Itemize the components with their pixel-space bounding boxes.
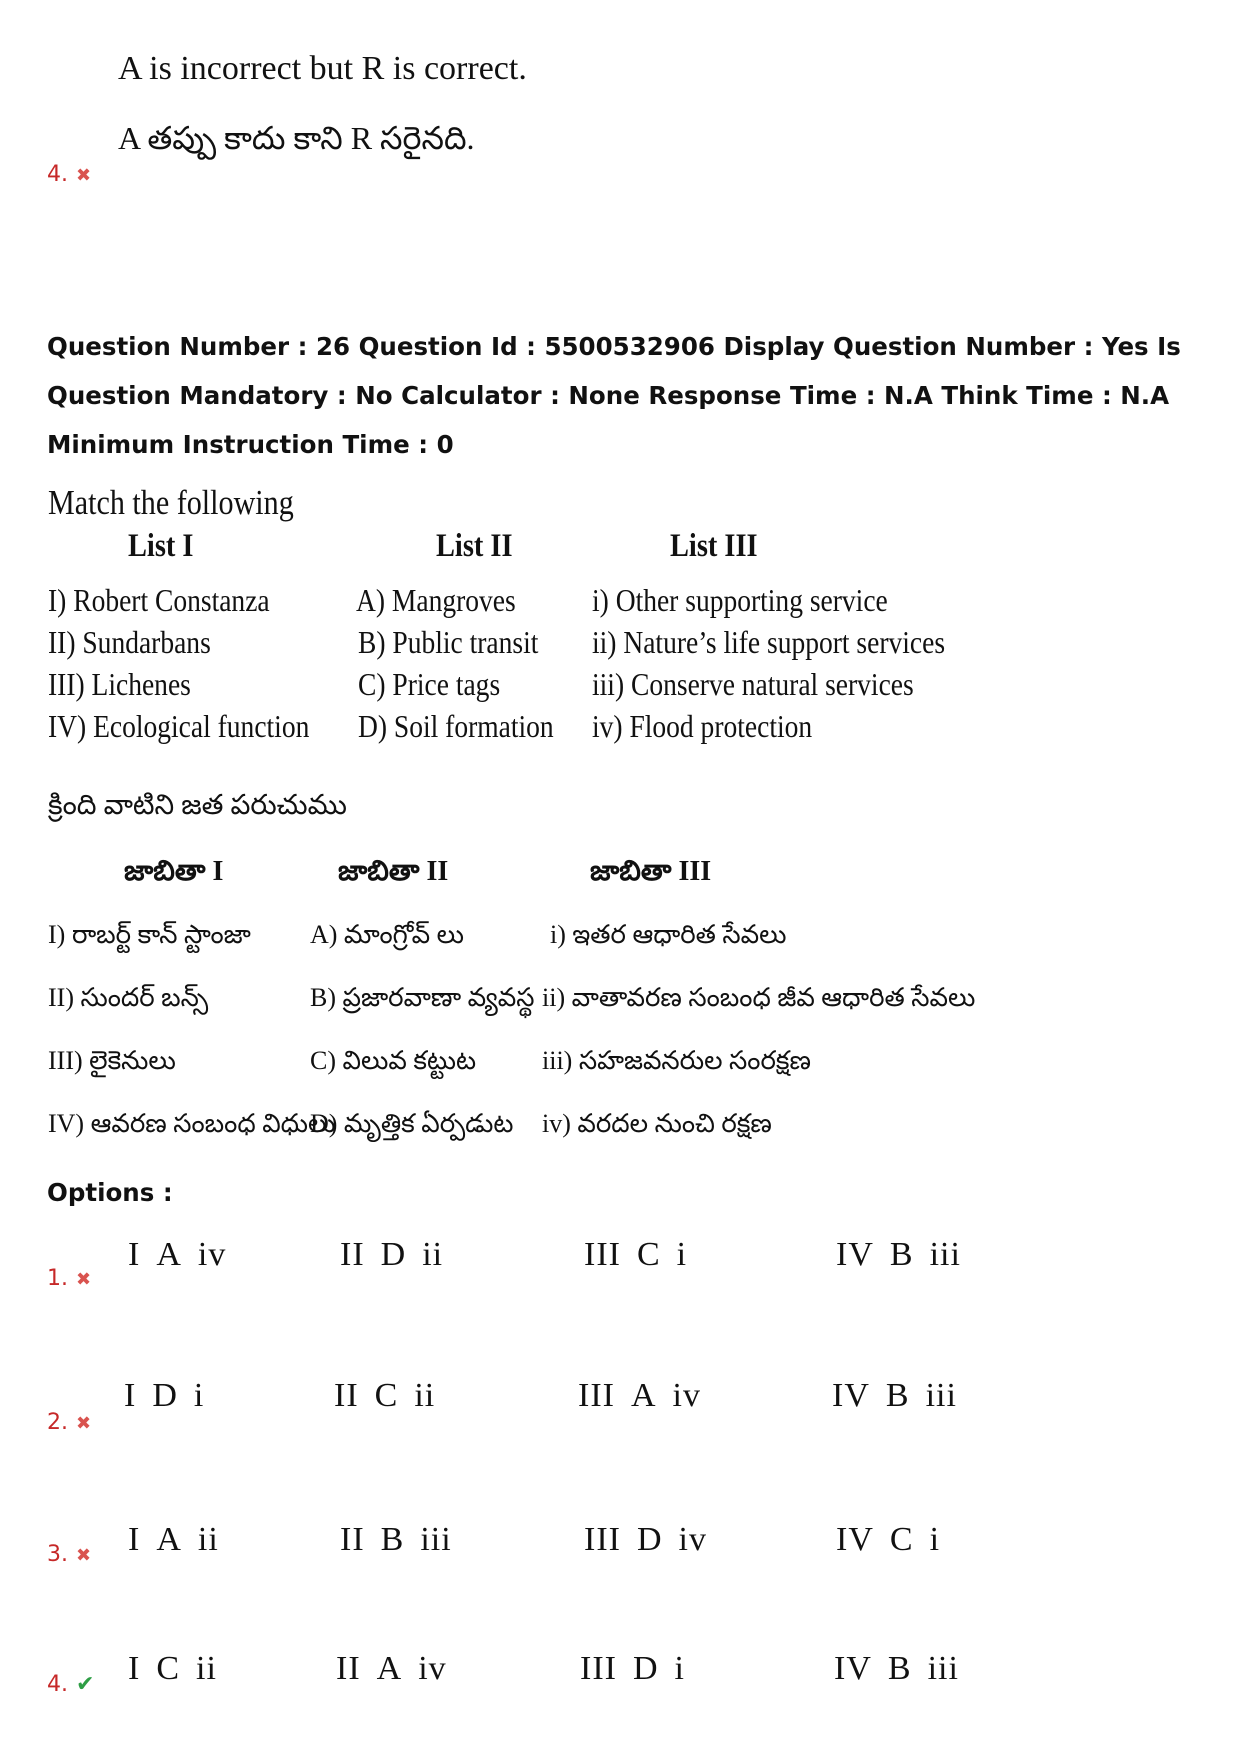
- list1-header: List I: [128, 528, 194, 564]
- list1-item-te: II) సుందర్ బన్స్: [48, 983, 209, 1012]
- list2-item-te: D) మృత్తిక ఏర్పడుట: [310, 1109, 514, 1138]
- list3-item-te: iii) సహజవనరుల సంరక్షణ: [542, 1046, 811, 1075]
- cross-icon: ✖: [76, 165, 92, 186]
- option-number: 4.: [47, 162, 68, 187]
- option-3-pair: III D iv: [584, 1521, 707, 1558]
- question-info: Question Number : 26 Question Id : 5500532906 Display Question Number : Yes Is Question Mandatory : No Calculator : None Response Time : N.A Think Time : N.A Minimum Instruction Time : 0: [47, 332, 1181, 459]
- option-1-pair: IV B iii: [836, 1236, 961, 1273]
- list1-item-te: III) లైకెనులు: [48, 1046, 176, 1075]
- cross-icon: ✖: [76, 1545, 92, 1566]
- checkmark-icon: ✔: [76, 1672, 95, 1697]
- list3-header-te: జాబితా III: [590, 856, 712, 887]
- option-2-pair: I D i: [124, 1377, 205, 1414]
- list2-item-te: C) విలువ కట్టుట: [310, 1046, 477, 1075]
- option-4-pair: I C ii: [128, 1650, 217, 1687]
- option-3-pair: I A ii: [128, 1521, 219, 1558]
- list2-item-te: B) ప్రజారవాణా వ్యవస్థ: [310, 983, 535, 1012]
- option-3-pair: II B iii: [340, 1521, 452, 1558]
- previous-option-text-en: A is incorrect but R is correct.: [118, 50, 527, 87]
- option-2-pair: II C ii: [334, 1377, 436, 1414]
- list3-item-te: ii) వాతావరణ సంబంధ జీవ ఆధారిత సేవలు: [542, 983, 976, 1012]
- list1-item: III) Lichenes: [48, 666, 191, 702]
- option-3-pair: IV C i: [836, 1521, 941, 1558]
- list2-item-te: A) మాంగ్రోవ్ లు: [310, 920, 465, 949]
- list3-item-te: i) ఇతర ఆధారిత సేవలు: [550, 920, 787, 949]
- instruction-te: క్రింది వాటిని జత పరుచుము: [48, 790, 347, 821]
- list1-item: II) Sundarbans: [48, 624, 211, 660]
- list2-header-te: జాబితా II: [338, 856, 449, 887]
- list1-item: IV) Ecological function: [48, 708, 310, 744]
- option-1-pair: III C i: [584, 1236, 688, 1273]
- option-4-pair: IV B iii: [834, 1650, 959, 1687]
- previous-option-marker: [47, 162, 91, 187]
- option-4-pair: III D i: [580, 1650, 685, 1687]
- list2-item: B) Public transit: [358, 624, 539, 660]
- cross-icon: ✖: [76, 1413, 92, 1434]
- option-3-marker[interactable]: [47, 1542, 91, 1567]
- option-2-marker[interactable]: [47, 1410, 91, 1435]
- list1-header-te: జాబితా I: [124, 856, 224, 887]
- list2-header: List II: [436, 528, 513, 564]
- list1-item-te: I) రాబర్ట్ కాన్ స్టాంజా: [48, 920, 251, 949]
- option-2-pair: IV B iii: [832, 1377, 957, 1414]
- cross-icon: ✖: [76, 1269, 92, 1290]
- list2-item: D) Soil formation: [358, 708, 554, 744]
- list1-item-te: IV) ఆవరణ సంబంధ విధులు: [48, 1109, 336, 1138]
- previous-option-text-te: A తప్పు కాదు కాని R సరైనది.: [118, 120, 475, 156]
- option-1-pair: I A iv: [128, 1236, 227, 1273]
- option-number: 3.: [47, 1542, 68, 1567]
- options-label: Options :: [47, 1178, 173, 1207]
- list3-header: List III: [670, 528, 758, 564]
- instruction-en: Match the following: [48, 483, 294, 522]
- option-number: 2.: [47, 1410, 68, 1435]
- list3-item: i) Other supporting service: [592, 582, 888, 618]
- option-1-pair: II D ii: [340, 1236, 444, 1273]
- option-number: 1.: [47, 1266, 68, 1291]
- list2-item: A) Mangroves: [356, 582, 516, 618]
- list3-item-te: iv) వరదల నుంచి రక్షణ: [542, 1109, 772, 1138]
- option-4-marker[interactable]: [47, 1672, 94, 1697]
- list3-item: ii) Nature’s life support services: [592, 624, 946, 660]
- list2-item: C) Price tags: [358, 666, 501, 702]
- option-2-pair: III A iv: [578, 1377, 701, 1414]
- option-number: 4.: [47, 1672, 68, 1697]
- option-4-pair: II A iv: [336, 1650, 447, 1687]
- option-1-marker[interactable]: [47, 1266, 91, 1291]
- list1-item: I) Robert Constanza: [48, 582, 270, 618]
- list3-item: iv) Flood protection: [592, 708, 813, 744]
- list3-item: iii) Conserve natural services: [592, 666, 914, 702]
